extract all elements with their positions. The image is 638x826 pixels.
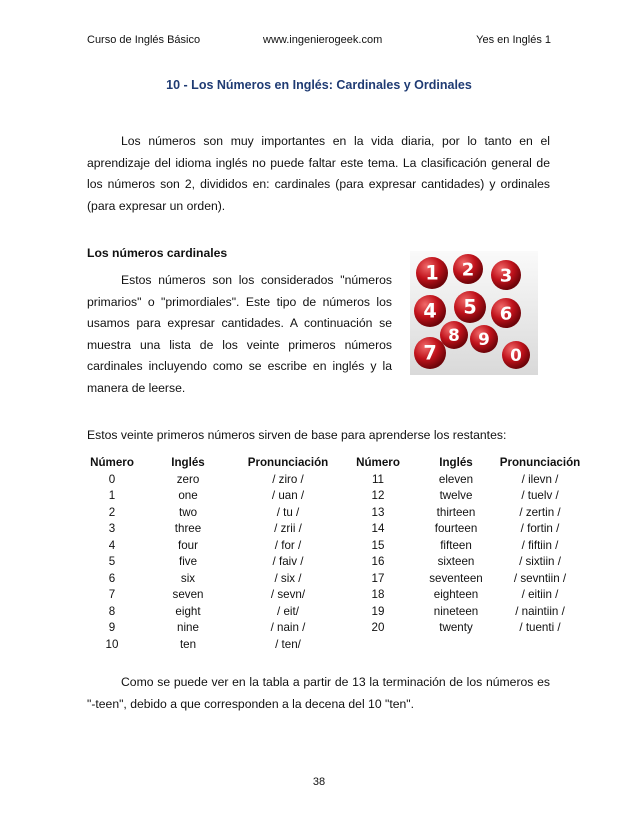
table-cell: nine xyxy=(177,621,199,635)
table-cell: seventeen xyxy=(429,571,483,585)
col-header-english: Inglés xyxy=(171,456,205,469)
table-cell xyxy=(338,636,418,653)
ball-number: 8 xyxy=(448,324,460,345)
table-row xyxy=(86,620,586,637)
ball-number: 9 xyxy=(478,328,490,349)
col-header-number: Número xyxy=(90,456,134,469)
table-cell: / for / xyxy=(274,538,302,552)
col-header-pronunciation: Pronunciación xyxy=(247,456,329,469)
table-cell: four xyxy=(178,538,198,552)
table-cell: fourteen xyxy=(434,522,478,536)
table-cell: 4 xyxy=(108,538,116,552)
table-cell: nineteen xyxy=(433,604,479,618)
table-cell: six xyxy=(180,571,196,585)
ball-number: 7 xyxy=(423,341,437,365)
table-cell: eighteen xyxy=(433,588,479,602)
cardinal-text: Estos números son los considerados "números primarios" o "primordiales". Este tipo de números los usamos para expresar cantidades. A continuación se muestra una lista de los veinte primeros números cardinales incluyendo como se escribe en inglés y la manera de leerse. xyxy=(87,273,392,395)
table-cell: 12 xyxy=(371,489,385,503)
table-row xyxy=(86,471,586,488)
table-cell: / nain / xyxy=(270,621,306,635)
table-cell: two xyxy=(178,505,198,519)
table-cell: fifteen xyxy=(440,538,472,552)
table-cell xyxy=(494,636,586,653)
table-intro: Estos veinte primeros números sirven de base para aprenderse los restantes: xyxy=(87,428,507,442)
table-cell: / ten/ xyxy=(275,637,301,651)
numbered-balls-image xyxy=(410,251,538,375)
page-number: 38 xyxy=(312,776,326,788)
table-cell: / ilevn / xyxy=(521,472,559,486)
numbers-table xyxy=(86,454,586,653)
table-cell: 0 xyxy=(108,472,116,486)
table-row xyxy=(86,603,586,620)
table-cell: 16 xyxy=(371,555,385,569)
table-cell: / sevn/ xyxy=(270,588,306,602)
table-cell: / faiv / xyxy=(272,555,304,569)
ball-number: 5 xyxy=(463,295,477,319)
col-header-english-2: Inglés xyxy=(439,456,473,469)
table-cell: 15 xyxy=(371,538,385,552)
table-cell: 19 xyxy=(371,604,385,618)
table-cell: sixteen xyxy=(437,555,475,569)
table-cell: 8 xyxy=(108,604,116,618)
table-cell: 20 xyxy=(371,621,385,635)
table-cell: eight xyxy=(175,604,201,618)
table-row xyxy=(86,587,586,604)
table-cell: / eit/ xyxy=(277,604,299,618)
closing-text: Como se puede ver en la tabla a partir de 13 la terminación de los números es "-teen", debido a que corresponden a la decena del 10 "ten". xyxy=(87,675,550,711)
header-level: Yes en Inglés 1 xyxy=(476,34,551,46)
table-cell: seven xyxy=(172,588,204,602)
table-cell: 14 xyxy=(371,522,385,536)
header-website: www.ingenierogeek.com xyxy=(263,34,383,46)
page-title: 10 - Los Números en Inglés: Cardinales y Ordinales xyxy=(166,78,472,92)
table-cell: / tuenti / xyxy=(519,621,561,635)
table-cell: 3 xyxy=(108,522,116,536)
table-cell: ten xyxy=(179,637,197,651)
table-header-row xyxy=(86,454,586,471)
col-header-number-2: Número xyxy=(356,456,400,469)
table-cell: / tu / xyxy=(276,505,300,519)
cardinal-paragraph xyxy=(87,270,392,399)
table-cell: 6 xyxy=(108,571,116,585)
table-cell: / uan / xyxy=(271,489,305,503)
table-cell: thirteen xyxy=(436,505,476,519)
intro-paragraph xyxy=(87,131,550,217)
table-cell: / zertin / xyxy=(519,505,561,519)
table-row xyxy=(86,537,586,554)
table-cell: / fortin / xyxy=(520,522,560,536)
ball-number: 1 xyxy=(425,261,439,285)
ball-number: 6 xyxy=(499,303,513,325)
table-cell: 7 xyxy=(108,588,116,602)
table-cell: 18 xyxy=(371,588,385,602)
table-cell: / tuelv / xyxy=(521,489,559,503)
table-cell: three xyxy=(174,522,202,536)
table-cell: / naintiin / xyxy=(515,604,565,618)
table-row xyxy=(86,554,586,571)
table-cell: / fiftiin / xyxy=(521,538,559,552)
table-row xyxy=(86,521,586,538)
table-row xyxy=(86,636,586,653)
col-header-pronunciation-2: Pronunciación xyxy=(499,456,581,469)
table-cell: one xyxy=(178,489,198,503)
table-cell: 5 xyxy=(108,555,116,569)
header-course: Curso de Inglés Básico xyxy=(87,34,201,46)
table-cell: eleven xyxy=(438,472,474,486)
table-cell: / zrii / xyxy=(274,522,302,536)
table-cell: 1 xyxy=(108,489,116,503)
table-cell: five xyxy=(178,555,198,569)
ball-number: 4 xyxy=(423,299,437,323)
table-cell: 11 xyxy=(371,472,385,486)
table-row xyxy=(86,504,586,521)
table-row xyxy=(86,488,586,505)
table-cell: / sevntiin / xyxy=(513,571,567,585)
table-cell: zero xyxy=(176,472,200,486)
table-cell: / eitiin / xyxy=(521,588,559,602)
table-cell: twenty xyxy=(439,621,473,635)
intro-text: Los números son muy importantes en la vida diaria, por lo tanto en el aprendizaje del idioma inglés no puede faltar este tema. La clasificación general de los números son 2, divididos en: cardinales (para expresar cantidades) y ordinales (para expresar un orden). xyxy=(87,134,550,213)
table-cell: / ziro / xyxy=(272,472,304,486)
table-cell xyxy=(418,636,494,653)
table-cell: / sixtiin / xyxy=(519,555,561,569)
table-cell: 2 xyxy=(108,505,116,519)
table-cell: 17 xyxy=(371,571,385,585)
table-cell: 10 xyxy=(105,637,119,651)
table-cell: 13 xyxy=(371,505,385,519)
table-row xyxy=(86,570,586,587)
closing-paragraph xyxy=(87,672,550,715)
ball-number: 3 xyxy=(499,265,513,287)
table-cell: / six / xyxy=(274,571,302,585)
cardinal-heading: Los números cardinales xyxy=(87,246,228,260)
table-cell: twelve xyxy=(439,489,473,503)
ball-number: 2 xyxy=(461,259,475,281)
page-header xyxy=(87,34,551,50)
table-cell: 9 xyxy=(108,621,116,635)
ball-number: 0 xyxy=(510,344,522,365)
